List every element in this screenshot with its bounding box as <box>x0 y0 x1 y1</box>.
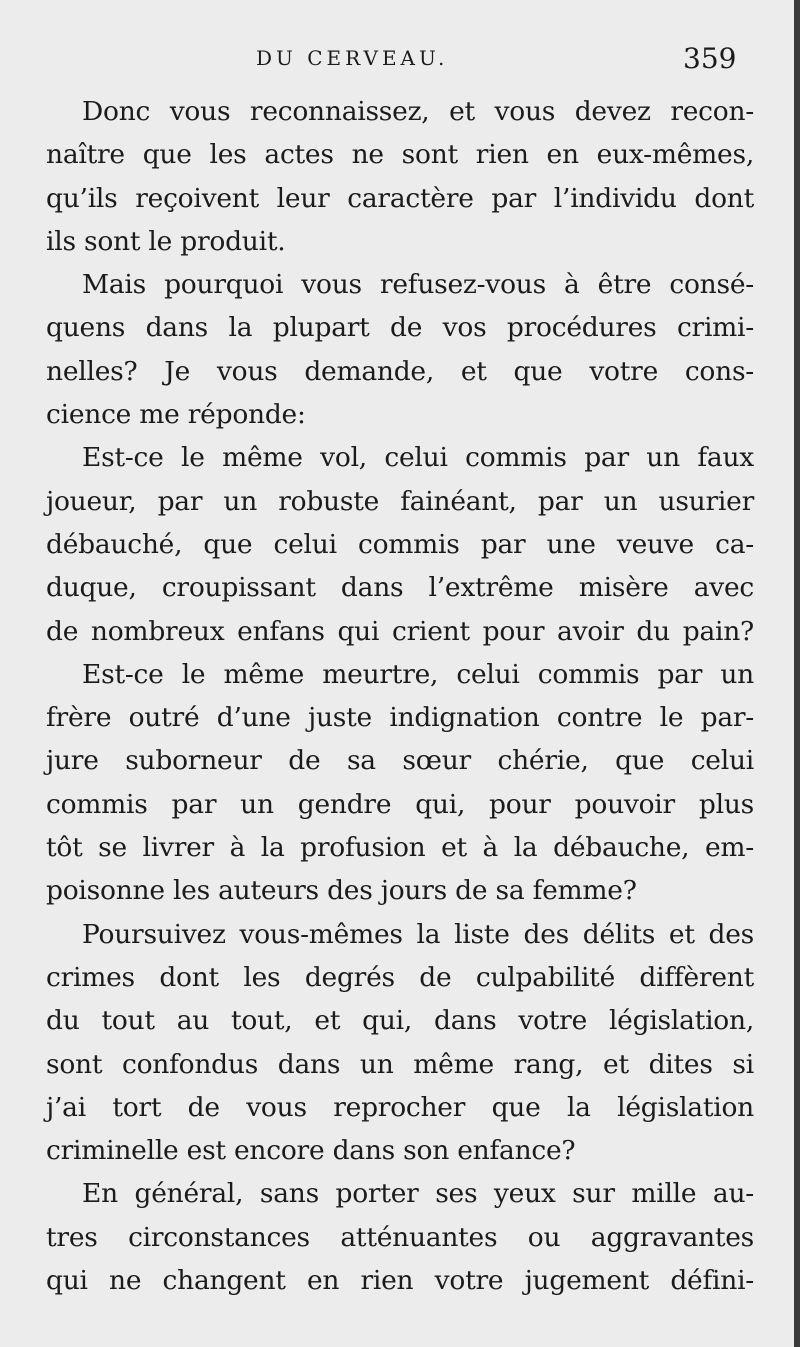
text-line: qu’ils reçoivent leur caractère par l’individu dont <box>46 182 754 214</box>
text-line: naître que les actes ne sont rien en eux-mêmes, <box>46 139 754 171</box>
text-line: j’ai tort de vous reprocher que la législation <box>46 1091 754 1123</box>
text-line: Donc vous reconnaissez, et vous devez recon- <box>82 96 754 127</box>
text-line: débauché, que celui commis par une veuve ca- <box>46 528 754 560</box>
text-line: nelles? Je vous demande, et que votre cons- <box>46 355 754 387</box>
text-line: frère outré d’une juste indignation contre le par- <box>46 702 754 734</box>
text-line: quens dans la plupart de vos procédures crimi- <box>46 312 754 344</box>
text-line: Est-ce le même vol, celui commis par un faux <box>82 442 754 474</box>
text-line: ils sont le produit. <box>46 225 286 257</box>
text-line: Est-ce le même meurtre, celui commis par un <box>82 658 754 690</box>
text-line: criminelle est encore dans son enfance? <box>46 1135 576 1167</box>
text-line: joueur, par un robuste fainéant, par un usurier <box>46 485 754 517</box>
text-line: En général, sans porter ses yeux sur mille au- <box>82 1178 754 1210</box>
text-line: qui ne changent en rien votre jugement défini- <box>46 1265 754 1297</box>
text-line: de nombreux enfans qui crient pour avoir du pain? <box>46 615 754 647</box>
text-line: Poursuivez vous-mêmes la liste des délits et des <box>82 918 754 950</box>
text-line: Mais pourquoi vous refusez-vous à être consé- <box>82 269 754 301</box>
text-line: poisonne les auteurs des jours de sa femme? <box>46 875 637 907</box>
text-line: sont confondus dans un même rang, et dites si <box>46 1048 754 1080</box>
text-line: crimes dont les degrés de culpabilité diffèrent <box>46 961 754 993</box>
text-line: du tout au tout, et qui, dans votre législation, <box>46 1005 754 1037</box>
page-header <box>0 42 800 82</box>
text-line: jure suborneur de sa sœur chérie, que celui <box>46 745 754 777</box>
page-number: 359 <box>683 42 737 75</box>
text-line: tres circonstances atténuantes ou aggravantes <box>46 1221 754 1253</box>
text-line: cience me réponde: <box>46 399 306 431</box>
text-line: duque, croupissant dans l’extrême misère avec <box>46 572 754 604</box>
text-line: commis par un gendre qui, pour pouvoir plus <box>46 788 754 820</box>
running-title: DU CERVEAU. <box>256 46 449 70</box>
body-text <box>46 90 754 1302</box>
text-line: tôt se livrer à la profusion et à la débauche, em- <box>46 832 754 864</box>
